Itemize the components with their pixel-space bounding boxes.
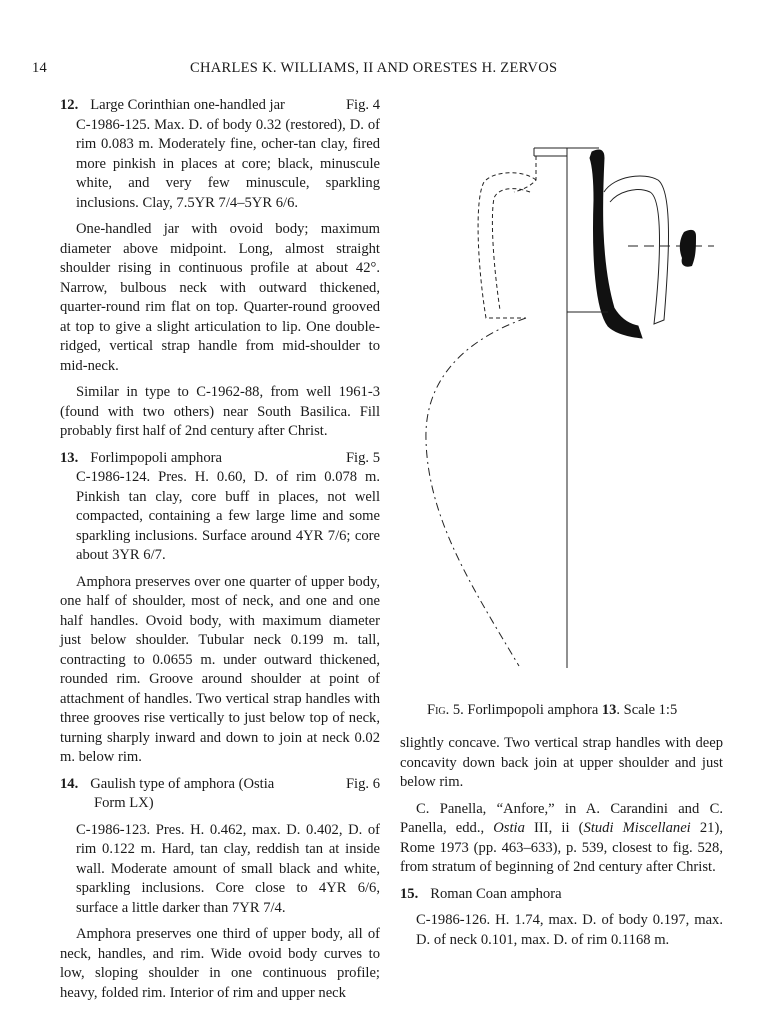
entry-13-number: 13. <box>60 449 79 466</box>
figure-section-profile <box>590 150 642 338</box>
entry-12-paragraph-2: Similar in type to C-1962-88, from well 1961-3 (found with two others) near South Basilica. Fill probably first half of 2nd century after Christ. <box>60 384 380 439</box>
entry-14-paragraph-2: C. Panella, “Anfore,” in A. Carandini and C. Panella, edd., Ostia III, ii (Studi Miscellanei 21), Rome 1973 (pp. 463–633), p. 539, closest to fig. 528, from stratum of beginning of 2nd century after Christ. <box>400 800 723 875</box>
entry-15-description: C-1986-126. H. 1.74, max. D. of body 0.197, max. D. of neck 0.101, max. D. of rim 0.1168 m. <box>416 912 723 948</box>
entry-12-description: C-1986-125. Max. D. of body 0.32 (restored), D. of rim 0.083 m. Moderately fine, ocher-tan clay, fired more pinkish in places at core; black, minuscule white, and very few minuscule, sparkling inclusions. Clay, 7.5YR 7/4–5YR 6/6. <box>76 116 380 211</box>
entry-13-fig-ref: Fig. 5 <box>345 449 380 466</box>
entry-15-title: Roman Coan amphora <box>430 885 562 902</box>
entry-13-title: Forlimpopoli amphora <box>90 449 222 466</box>
entry-14-description: C-1986-123. Pres. H. 0.462, max. D. 0.402, D. of rim 0.122 m. Hard, tan clay, reddish tan at inside wall. Moderate amount of small black and white, sparkling inclusions. Core close to 4YR 6/6, surface a little darker than 7YR 7/4. <box>76 821 380 916</box>
entry-13-description: C-1986-124. Pres. H. 0.60, D. of rim 0.078 m. Pinkish tan clay, core buff in places, not well compacted, containing a few large lime and some sparkling inclusions. Surface around 4YR 7/6; core about 3YR 6/7. <box>76 469 380 563</box>
entry-14-paragraph-1: Amphora preserves one third of upper body, all of neck, handles, and rim. Wide ovoid body curves to low, sloping shoulder in one continuous profile; heavy, folded rim. Interior of rim and upper neck <box>60 926 380 1001</box>
entry-15-number: 15. <box>400 885 419 902</box>
right-column <box>400 734 723 950</box>
entry-14-heading <box>60 775 380 795</box>
entry-14-number: 14. <box>60 775 79 792</box>
left-column <box>60 96 380 1003</box>
entry-12-heading <box>60 96 380 116</box>
entry-14-paragraph-1-continued: slightly concave. Two vertical strap handles with deep concavity down back join at upper shoulder and just below rim. <box>400 735 723 790</box>
figure-body-left <box>426 318 526 666</box>
entry-12-number: 12. <box>60 97 79 113</box>
entry-15-heading <box>400 885 723 905</box>
page-number: 14 <box>32 60 48 76</box>
entry-13-heading <box>60 449 380 469</box>
figure-5-amphora-drawing <box>414 140 724 680</box>
figure-handle-section <box>680 230 696 267</box>
running-head: CHARLES K. WILLIAMS, II AND ORESTES H. ZERVOS <box>190 60 558 76</box>
entry-14-title: Gaulish type of amphora (Ostia <box>90 775 275 792</box>
figure-5-caption: Fig. 5. Forlimpopoli amphora 13. Scale 1:5 <box>427 702 678 718</box>
entry-12-title: Large Corinthian one-handled jar <box>90 97 285 113</box>
page-header <box>0 60 780 80</box>
entry-14-fig-ref: Fig. 6 <box>345 775 380 792</box>
entry-12-paragraph-1: One-handled jar with ovoid body; maximum diameter above midpoint. Long, almost straight shoulder rising in continuous profile at about 42°. Narrow, bulbous neck with outward thickened, quarter-round rim flat on top. Quarter-round grooved at top to give a slight articulation to lip. One double-ridged, vertical strap handle from mid-shoulder to mid-neck. <box>60 221 380 374</box>
figure-right-handle <box>604 176 669 324</box>
entry-14-title-continued: Form LX) <box>94 795 154 811</box>
figure-neck-left <box>514 156 536 192</box>
entry-12-fig-ref: Fig. 4 <box>345 97 380 113</box>
figure-left-handle <box>478 173 536 318</box>
entry-13-paragraph-1: Amphora preserves over one quarter of upper body, one half of shoulder, most of neck, and one and one half handles. Ovoid body, with maximum diameter just below shoulder. Tubular neck 0.199 m. tall, contracting to 0.0655 m. under outward thickened, rounded rim. Groove around shoulder at point of attachment of handles. Two vertical strap handles with three grooves rise vertically to just below top of neck, turning sharply inward and down to join at neck 0.02 m. below rim. <box>60 573 380 765</box>
